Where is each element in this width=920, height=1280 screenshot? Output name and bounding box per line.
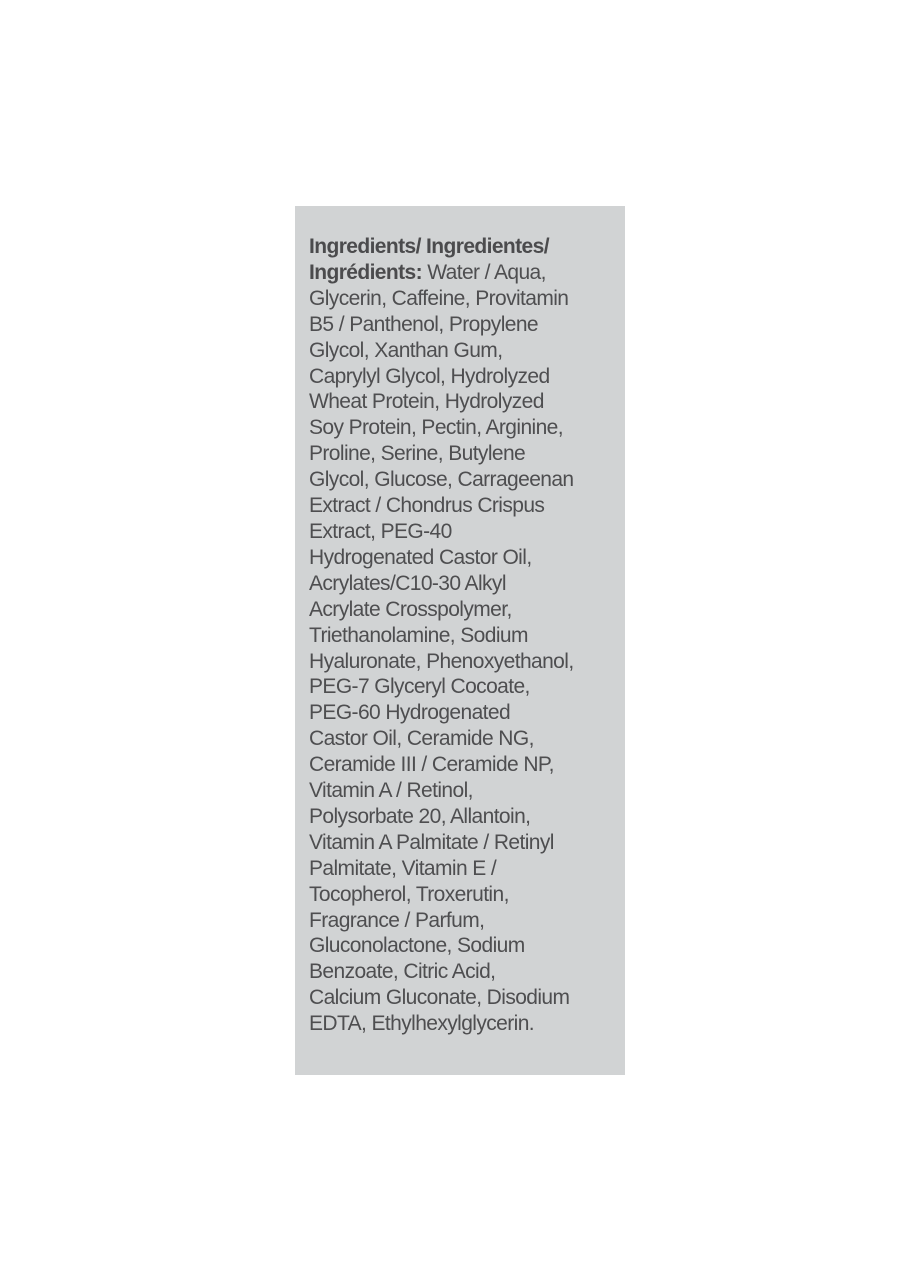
- ingredients-line: Vitamin A / Retinol,: [309, 779, 473, 803]
- ingredients-line: Fragrance / Parfum,: [309, 908, 485, 932]
- ingredients-line: B5 / Panthenol, Propylene: [309, 312, 539, 336]
- ingredients-heading: Ingredients/ Ingredientes/: [309, 235, 549, 258]
- ingredients-line: Palmitate, Vitamin E /: [309, 856, 497, 880]
- ingredients-line: Tocopherol, Troxerutin,: [309, 882, 509, 906]
- ingredients-line: Ceramide III / Ceramide NP,: [309, 753, 554, 777]
- ingredients-line: EDTA, Ethylhexylglycerin.: [309, 1012, 535, 1036]
- ingredients-line: Extract, PEG-40: [309, 519, 452, 543]
- ingredients-line: Acrylate Crosspolymer,: [309, 597, 512, 621]
- ingredients-line: Triethanolamine, Sodium: [309, 623, 528, 647]
- ingredients-line: Vitamin A Palmitate / Retinyl: [309, 830, 554, 854]
- ingredients-line: Extract / Chondrus Crispus: [309, 494, 545, 518]
- ingredients-line: PEG-60 Hydrogenated: [309, 701, 511, 725]
- ingredients-line: Hyaluronate, Phenoxyethanol,: [309, 649, 574, 673]
- ingredients-line: Hydrogenated Castor Oil,: [309, 545, 532, 569]
- ingredients-line: Calcium Gluconate, Disodium: [309, 986, 570, 1010]
- ingredients-line: [309, 260, 609, 286]
- ingredients-line: Benzoate, Citric Acid,: [309, 960, 496, 984]
- ingredients-line: Castor Oil, Ceramide NG,: [309, 727, 534, 751]
- ingredients-line: Glycol, Xanthan Gum,: [309, 338, 503, 362]
- ingredient-text: Water / Aqua,: [421, 260, 546, 284]
- ingredients-line: Glycerin, Caffeine, Provitamin: [309, 286, 569, 310]
- ingredients-panel: [295, 206, 625, 1075]
- ingredients-line: Polysorbate 20, Allantoin,: [309, 804, 531, 828]
- ingredients-line: Proline, Serine, Butylene: [309, 442, 526, 466]
- ingredients-line: Wheat Protein, Hydrolyzed: [309, 390, 544, 414]
- ingredients-line: Gluconolactone, Sodium: [309, 934, 525, 958]
- ingredients-line: Caprylyl Glycol, Hydrolyzed: [309, 364, 550, 388]
- ingredients-line: Soy Protein, Pectin, Arginine,: [309, 416, 563, 440]
- ingredients-list: [309, 234, 609, 1037]
- ingredients-line: Glycol, Glucose, Carrageenan: [309, 468, 574, 492]
- ingredients-line: PEG-7 Glyceryl Cocoate,: [309, 675, 530, 699]
- ingredients-line: Acrylates/C10-30 Alkyl: [309, 571, 506, 595]
- ingredients-heading-continued: Ingrédients:: [309, 260, 422, 284]
